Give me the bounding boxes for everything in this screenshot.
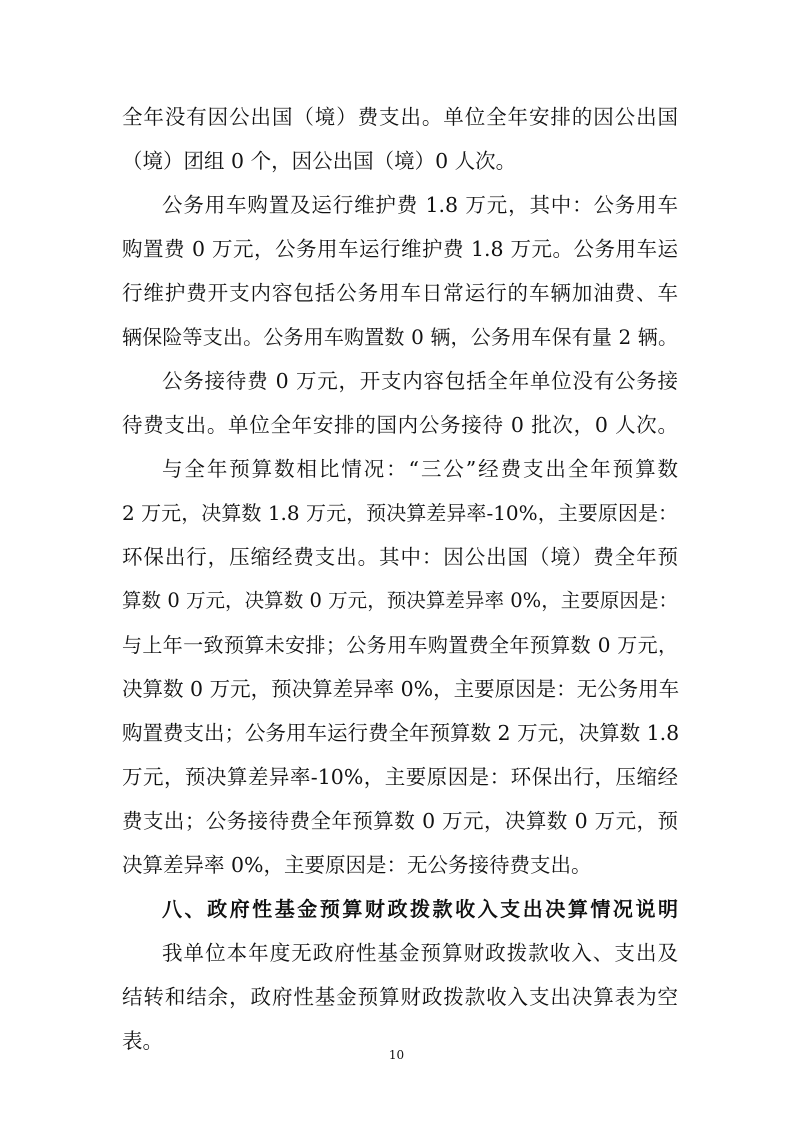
body-text-line: 算数 0 万元，决算数 0 万元，预决算差异率 0%，主要原因是： — [122, 589, 678, 612]
body-text-line: 与上年一致预算未安排；公务用车购置费全年预算数 0 万元， — [122, 633, 678, 657]
body-text-line: 2 万元，决算数 1.8 万元，预决算差异率-10%，主要原因是： — [122, 501, 678, 525]
body-text-line: 表。 — [122, 1029, 163, 1053]
body-text-line: 购置费支出；公务用车运行费全年预算数 2 万元，决算数 1.8 — [122, 721, 680, 745]
body-text-line: 待费支出。单位全年安排的国内公务接待 0 批次，0 人次。 — [122, 413, 678, 437]
body-text-line: 决算数 0 万元，预决算差异率 0%，主要原因是：无公务用车 — [122, 677, 680, 701]
body-text-line: 辆保险等支出。公务用车购置数 0 辆，公务用车保有量 2 辆。 — [122, 325, 678, 349]
body-text-line: 全年没有因公出国（境）费支出。单位全年安排的因公出国 — [122, 105, 678, 129]
page-number: 10 — [388, 1048, 405, 1062]
body-text-line: 行维护费开支内容包括公务用车日常运行的车辆加油费、车 — [122, 281, 678, 305]
body-text-line: 公务用车购置及运行维护费 1.8 万元，其中：公务用车 — [162, 193, 678, 217]
body-text-line: 费支出；公务接待费全年预算数 0 万元，决算数 0 万元，预 — [122, 809, 678, 833]
body-text-line: 我单位本年度无政府性基金预算财政拨款收入、支出及 — [162, 941, 678, 965]
body-text-line: 环保出行，压缩经费支出。其中：因公出国（境）费全年预 — [122, 545, 678, 569]
body-text-line: 公务接待费 0 万元，开支内容包括全年单位没有公务接 — [162, 369, 678, 393]
body-text-line: （境）团组 0 个，因公出国（境）0 人次。 — [122, 149, 517, 173]
body-text-line: 万元，预决算差异率-10%，主要原因是：环保出行，压缩经 — [122, 765, 678, 789]
body-text-line: 购置费 0 万元，公务用车运行维护费 1.8 万元。公务用车运 — [122, 237, 678, 261]
body-text-line: 结转和结余，政府性基金预算财政拨款收入支出决算表为空 — [122, 985, 678, 1009]
section-heading: 八、政府性基金预算财政拨款收入支出决算情况说明 — [162, 897, 678, 921]
body-text-line: 决算差异率 0%，主要原因是：无公务接待费支出。 — [122, 853, 592, 877]
body-text-line: 与全年预算数相比情况：“三公”经费支出全年预算数 — [162, 457, 678, 481]
